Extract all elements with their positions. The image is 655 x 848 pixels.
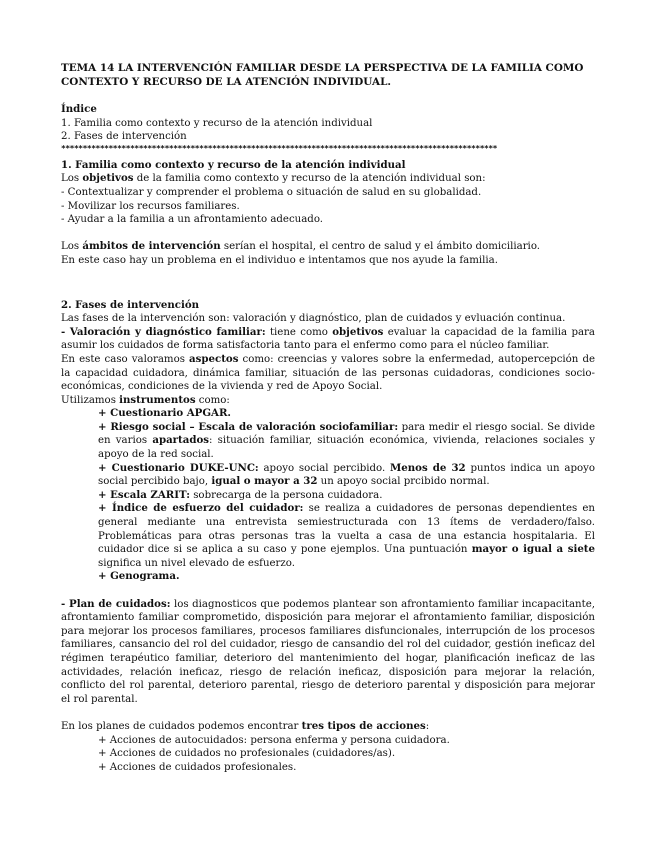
assessment-paragraph: - Valoración y diagnóstico familiar: tiene como objetivos evaluar la capacidad de la familia para asumir los cuidados de forma satisfactoria tanto para el enfermo como para el núcleo familiar. — [61, 325, 595, 352]
scope-line: Los ámbitos de intervención serían el hospital, el centro de salud y el ámbito domiciliario. — [61, 240, 541, 253]
section-1-heading: 1. Familia como contexto y recurso de la atención individual — [61, 158, 406, 171]
action-item: + Acciones de cuidados no profesionales (cuidadores/as). — [98, 748, 396, 760]
action-item: + Acciones de cuidados profesionales. — [98, 761, 297, 773]
case-line: En este caso hay un problema en el individuo e intentamos que nos ayude la familia. — [61, 254, 498, 266]
instrument-item: + Cuestionario DUKE-UNC: apoyo social percibido. Menos de 32 puntos indica un apoyo social percibido bajo, igual o mayor a 32 un apoyo social prcibido normal. — [98, 461, 596, 488]
phases-line: Las fases de la intervención son: valoración y diagnóstico, plan de cuidados y evluación continua. — [61, 313, 566, 325]
instrument-item: + Genograma. — [98, 570, 180, 583]
instrument-item: + Riesgo social – Escala de valoración sociofamiliar: para medir el riesgo social. Se divide en varios apartados: situación familiar, situación económica, vivienda, relaciones sociales y apoyo de la red social. — [98, 420, 595, 461]
index-item: 1. Familia como contexto y recurso de la atención individual — [61, 117, 373, 129]
instrument-item: + Índice de esfuerzo del cuidador: se realiza a cuidadores de personas dependientes en general mediante una entrevista semiestructurada con 13 ítems de verdadero/falso. Problemáticas para otras personas tras la vuelta a casa de una estancia hospitalaria. El cuidador dice si se aplica a su caso y pone ejemplos. Una puntuación mayor o igual a siete significa un nivel elevado de esfuerzo. — [98, 502, 595, 569]
list-item: - Contextualizar y comprender el problema o situación de salud en su globalidad. — [61, 186, 482, 198]
instrument-item: + Escala ZARIT: sobrecarga de la persona cuidadora. — [98, 488, 383, 501]
list-item: - Movilizar los recursos familiares. — [61, 200, 240, 212]
index-item: 2. Fases de intervención — [61, 131, 187, 143]
document-title: TEMA 14 LA INTERVENCIÓN FAMILIAR DESDE LA PERSPECTIVA DE LA FAMILIA COMO CONTEXTO Y RECURSO DE LA ATENCIÓN INDIVIDUAL. — [61, 62, 584, 88]
section-2-heading: 2. Fases de intervención — [61, 298, 200, 311]
index-heading: Índice — [61, 103, 97, 115]
instrument-item: + Cuestionario APGAR. — [98, 407, 231, 420]
action-item: + Acciones de autocuidados: persona enferma y persona cuidadora. — [98, 734, 450, 746]
actions-line: En los planes de cuidados podemos encontrar tres tipos de acciones: — [61, 719, 430, 732]
separator: ***************************************************************************************************** — [61, 143, 497, 153]
care-plan-paragraph: - Plan de cuidados: los diagnosticos que podemos plantear son afrontamiento familiar incapacitante, afrontamiento familiar comprometido, disposición para mejorar el afrontamiento familiar, disposición para mejorar los procesos familiares, procesos familiares disfuncionales, interrupción de los procesos familiares, cansancio del rol del cuidador, riesgo de cansandio del rol del cuidador, gestión ineficaz del régimen terapéutico familiar, deterioro del mantenimiento del hogar, planificación ineficaz de las actividades, relación ineficaz, riesgo de relación ineficaz, disposición para mejorar la relación, conflicto del rol parental, deterioro parental, riesgo de deterioro parental y disposición para mejorar el rol parental. — [61, 597, 595, 705]
instruments-line: Utilizamos instrumentos como: — [61, 393, 230, 406]
aspects-paragraph: En este caso valoramos aspectos como: creencias y valores sobre la enfermedad, autopercepción de la capacidad cuidadora, dinámica familiar, situación de las personas cuidadoras, condiciones socio-económicas, condiciones de la vivienda y red de Apoyo Social. — [61, 352, 595, 393]
list-item: - Ayudar a la familia a un afrontamiento adecuado. — [61, 214, 324, 226]
objectives-line: Los objetivos de la familia como contexto y recurso de la atención individual son: — [61, 172, 486, 185]
